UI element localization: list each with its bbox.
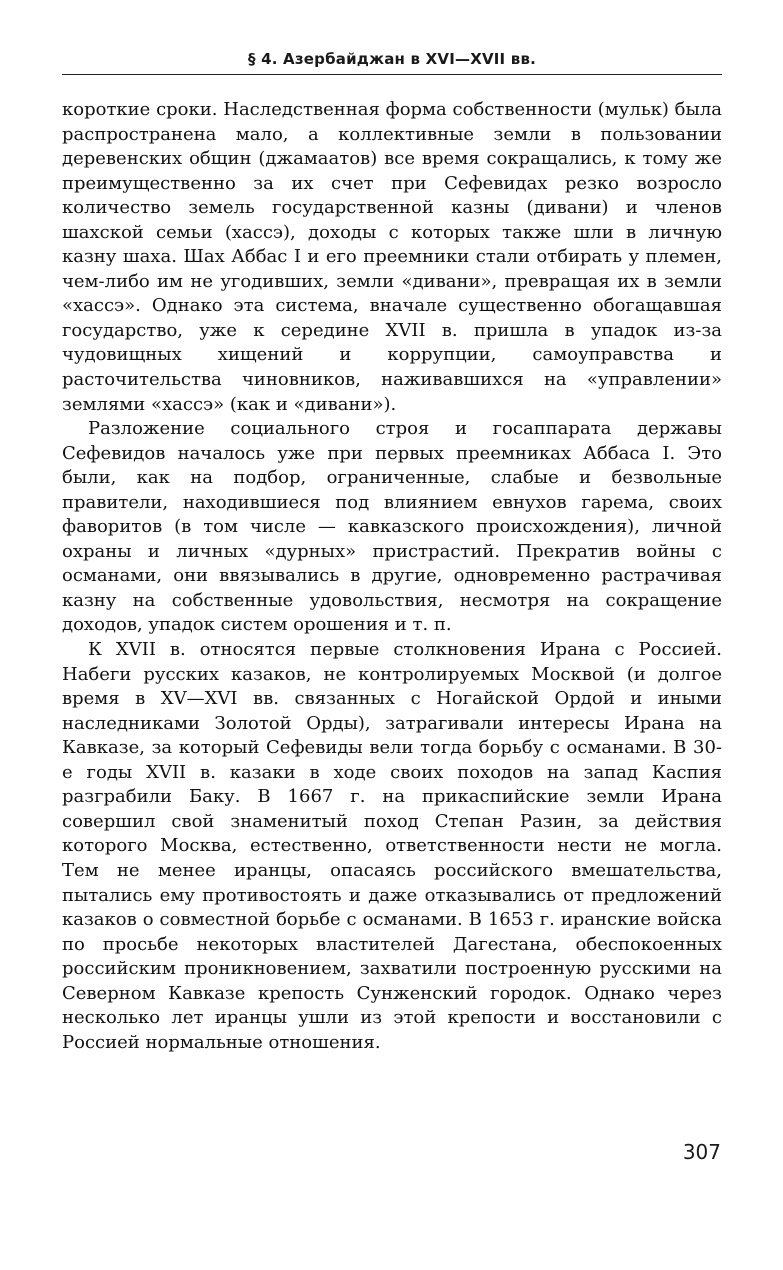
running-head: § 4. Азербайджан в XVI—XVII вв. [247,50,537,68]
header-rule [62,74,722,75]
paragraph-1: короткие сроки. Наследственная форма собственности (мульк) была распространена мало, а коллективные земли в пользовании деревенских общин (джамаатов) все время сокращались, к тому же преимущественно за их счет при Сефевидах резко возросло количество земель государственной казны (дивани) и членов шахской семьи (хассэ), доходы с которых также шли в личную казну шаха. Шах Аббас I и его преемники стали отбирать у племен, чем-либо им не угодивших, земли «дивани», превращая их в земли «хассэ». Однако эта система, вначале существенно обогащавшая государство, уже к середине XVII в. пришла в упадок из-за чудовищных хищений и коррупции, самоуправства и расточительства чиновников, наживавшихся на «управлении» землями «хассэ» (как и «дивани»). [62,99,722,415]
paragraph-3 [62,638,722,1055]
paragraph-3-text: К XVII в. относятся первые столкновения Ирана с Россией. Набеги русских казаков, не контролируемых Москвой (и долгое время в XV—XVI вв. связанных с Ногайской Ордой и иными наследниками Золотой Орды), затрагивали интересы Ирана на Кавказе, за который Сефевиды вели тогда борьбу с османами. В 30-е годы XVII в. казаки в ходе своих походов на запад Каспия разграбили Баку. В 1667 г. на прикаспийские земли Ирана совершил свой знаменитый поход Степан Разин, за действия которого Москва, естественно, ответственности нести не могла. Тем не менее иранцы, опасаясь российского вмешательства, пытались ему противостоять и даже отказывались от предложений казаков о совместной борьбе с османами. В 1653 г. иранские войска по просьбе некоторых властителей Дагестана, обеспокоенных российским проникновением, захватили построенную русскими на Северном Кавказе крепость Сунженский городок. Однако через несколько лет иранцы ушли из этой крепости и восстановили с Россией нормальные отношения. [62,639,722,1053]
body-text [62,98,722,1055]
paragraph-2-text: Разложение социального строя и госаппарата державы Сефевидов началось уже при первых преемниках Аббаса I. Это были, как на подбор, ограниченные, слабые и безвольные правители, находившиеся под влиянием евнухов гарема, своих фаворитов (в том числе — кавказского происхождения), личной охраны и личных «дурных» пристрастий. Прекратив войны с османами, они ввязывались в другие, одновременно растрачивая казну на собственные удовольствия, несмотря на сокращение доходов, упадок систем орошения и т. п. [62,418,722,636]
page-number: 307 [682,1140,721,1164]
paragraph-2 [62,417,722,638]
